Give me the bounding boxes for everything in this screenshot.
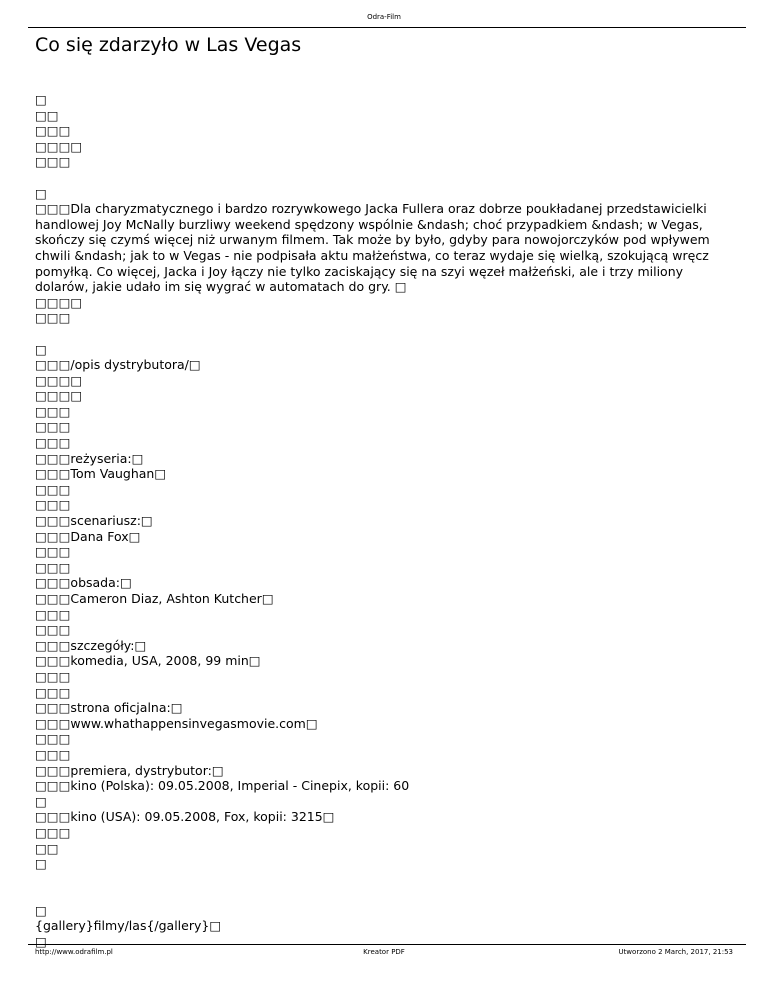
detail-line: □□□ — [35, 668, 71, 684]
footer-created-date: Utworzono 2 March, 2017, 21:53 — [618, 948, 733, 956]
detail-line: □□ — [35, 840, 59, 856]
footer-generator: Kreator PDF — [363, 948, 405, 956]
text-line: □□□ — [35, 123, 71, 139]
detail-line: □□□szczegóły:□ — [35, 637, 147, 653]
detail-line: □□□Cameron Diaz, Ashton Kutcher□ — [35, 591, 274, 606]
page-title: Co się zdarzyło w Las Vegas — [35, 34, 302, 56]
detail-line: □ — [35, 793, 47, 809]
text-line: □□ — [35, 107, 59, 123]
detail-line: □□□ — [35, 435, 71, 451]
footer-divider — [28, 944, 746, 945]
detail-line: □□□ — [35, 746, 71, 762]
detail-line: □□□Dana Fox□ — [35, 528, 141, 544]
text-line: □□□□ — [35, 294, 83, 310]
text-line: □ — [35, 185, 47, 201]
detail-line: □□□obsada:□ — [35, 575, 132, 591]
article-body — [35, 92, 735, 950]
detail-line: □□□Tom Vaughan□ — [35, 466, 167, 482]
detail-line: □□□kino (USA): 09.05.2008, Fox, kopii: 3215□ — [35, 809, 335, 825]
detail-line: □□□ — [35, 559, 71, 575]
film-description: □□□Dla charyzmatycznego i bardzo rozrywkowego Jacka Fullera oraz dobrze poukładanej przedstawicielki handlowej Joy McNally burzliwy weekend spędzony wspólnie &ndash; choć przypadkiem &ndash; w Vegas, skończy się czymś więcej niż urwanym filmem. Tak może by było, gdyby para nowojorczyków pod wpływem chwili &ndash; jak to w Vegas - nie podpisała aktu małżeństwa, co teraz wydaje się wielką, szokującą wręcz pomyłką. Co więcej, Jacka i Joy łączy nie tylko zaciskający się na szyi węzeł małżeński, ale i trzy miliony dolarów, jakie udało im się wygrać w automatach do gry. □ — [35, 201, 710, 295]
block-1 — [35, 92, 735, 170]
text-line: □ — [35, 902, 47, 918]
detail-line: □□□ — [35, 481, 71, 497]
detail-line: □□□ — [35, 824, 71, 840]
gallery-tag: {gallery}filmy/las{/gallery}□ — [35, 918, 222, 934]
detail-line: □ — [35, 856, 47, 872]
detail-line: □□□/opis dystrybutora/□ — [35, 357, 201, 373]
detail-line: □□□komedia, USA, 2008, 99 min□ — [35, 653, 261, 669]
detail-line: □□□kino (Polska): 09.05.2008, Imperial - Cinepix, kopii: 60 — [35, 778, 410, 794]
detail-line: □□□ — [35, 622, 71, 638]
detail-line: □□□strona oficjalna:□ — [35, 700, 183, 716]
film-details — [35, 342, 735, 872]
detail-line: □□□□ — [35, 388, 83, 404]
block-2 — [35, 186, 735, 326]
text-line: □□□□ — [35, 138, 83, 154]
detail-line: □□□ — [35, 497, 71, 513]
detail-line: □ — [35, 341, 47, 357]
footer-url[interactable]: http://www.odrafilm.pl — [35, 948, 113, 956]
detail-line: □□□www.whathappensinvegasmovie.com□ — [35, 715, 318, 731]
gallery-block — [35, 903, 735, 950]
text-line: □ — [35, 92, 47, 107]
detail-line: □□□scenariusz:□ — [35, 513, 153, 529]
detail-line: □□□ — [35, 544, 71, 560]
detail-line: □□□ — [35, 684, 71, 700]
detail-line: □□□ — [35, 403, 71, 419]
detail-line: □□□premiera, dystrybutor:□ — [35, 762, 224, 778]
header-divider — [28, 27, 746, 28]
detail-line: □□□reżyseria:□ — [35, 450, 144, 466]
detail-line: □□□□ — [35, 372, 83, 388]
text-line: □□□ — [35, 310, 71, 326]
detail-line: □□□ — [35, 731, 71, 747]
text-line: □□□ — [35, 154, 71, 170]
text-line: □ — [35, 934, 47, 950]
detail-line: □□□ — [35, 419, 71, 435]
detail-line: □□□ — [35, 606, 71, 622]
page-header-site: Odra-Film — [367, 13, 401, 21]
